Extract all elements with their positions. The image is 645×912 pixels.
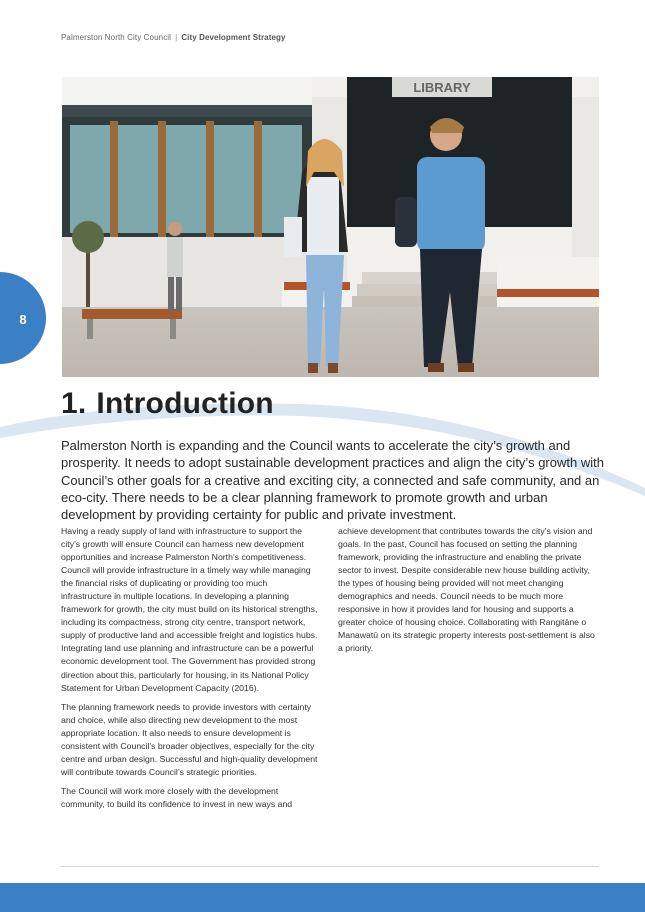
body-paragraph: achieve development that contributes towards the city’s vision and goals. In the past, Council has focused on setting the planning framework, providing the infrastructure and enabling the private sector to invest. Despite considerable new house building activity, the types of housing being provided will not meet changing demographics and needs. Council needs to be much more responsive in how it provides land for housing and supports a greater choice of housing choice. Collaborating with Rangitāne o Manawatū on its strategic property interests post-settlement is also a priority. bbox=[338, 526, 595, 654]
body-column-left bbox=[61, 525, 319, 817]
hero-photo bbox=[62, 77, 599, 377]
footer-divider bbox=[61, 866, 599, 867]
library-sign-text: LIBRARY bbox=[413, 80, 471, 95]
section-number: 1. bbox=[61, 387, 87, 420]
section-title: Introduction bbox=[96, 387, 274, 420]
body-column-right bbox=[338, 525, 596, 661]
header-document-title: City Development Strategy bbox=[181, 33, 286, 42]
lead-paragraph: Palmerston North is expanding and the Council wants to accelerate the city’s growth and prosperity. It needs to adopt sustainable development practices and align the city’s growth with Council’s other goals for a creative and exciting city, a connected and safe community, and an eco-city. There needs to be a clear planning framework to promote growth and urban development by providing certainty for public and private investment. bbox=[61, 438, 604, 523]
header-organisation: Palmerston North City Council bbox=[61, 33, 172, 42]
section-heading bbox=[61, 387, 274, 421]
body-paragraph: The Council will work more closely with the development community, to build its confidence to invest in new ways and bbox=[61, 785, 293, 809]
running-header bbox=[61, 33, 286, 42]
footer-bar bbox=[0, 883, 645, 912]
page-number: 8 bbox=[19, 312, 27, 327]
header-separator: | bbox=[175, 33, 178, 42]
body-paragraph: The planning framework needs to provide investors with certainty and choice, while also directing new development to the most appropriate location. It also needs to ensure development is consistent with Council’s broader objectives, especially for the city centre and urban design. Successful and high-quality development will contribute towards Council’s strategic priorities. bbox=[61, 701, 318, 777]
body-paragraph: Having a ready supply of land with infrastructure to support the city’s growth will ensure Council can harness new development opportunities and increase Palmerston North’s competitiveness. Council will provide infrastructure in a timely way while managing the financial risks of duplicating or providing too much infrastructure in multiple locations. In developing a planning framework for growth, the city must build on its historical strengths, including its compactness, strong city centre, transport network, supply of productive land and accessible freight and logistics hubs. Integrating land use planning and infrastructure can be a powerful economic development tool. The Government has provided strong direction about this, particularly for housing, in its National Policy Statement for Urban Development Capacity (2016). bbox=[61, 526, 318, 693]
